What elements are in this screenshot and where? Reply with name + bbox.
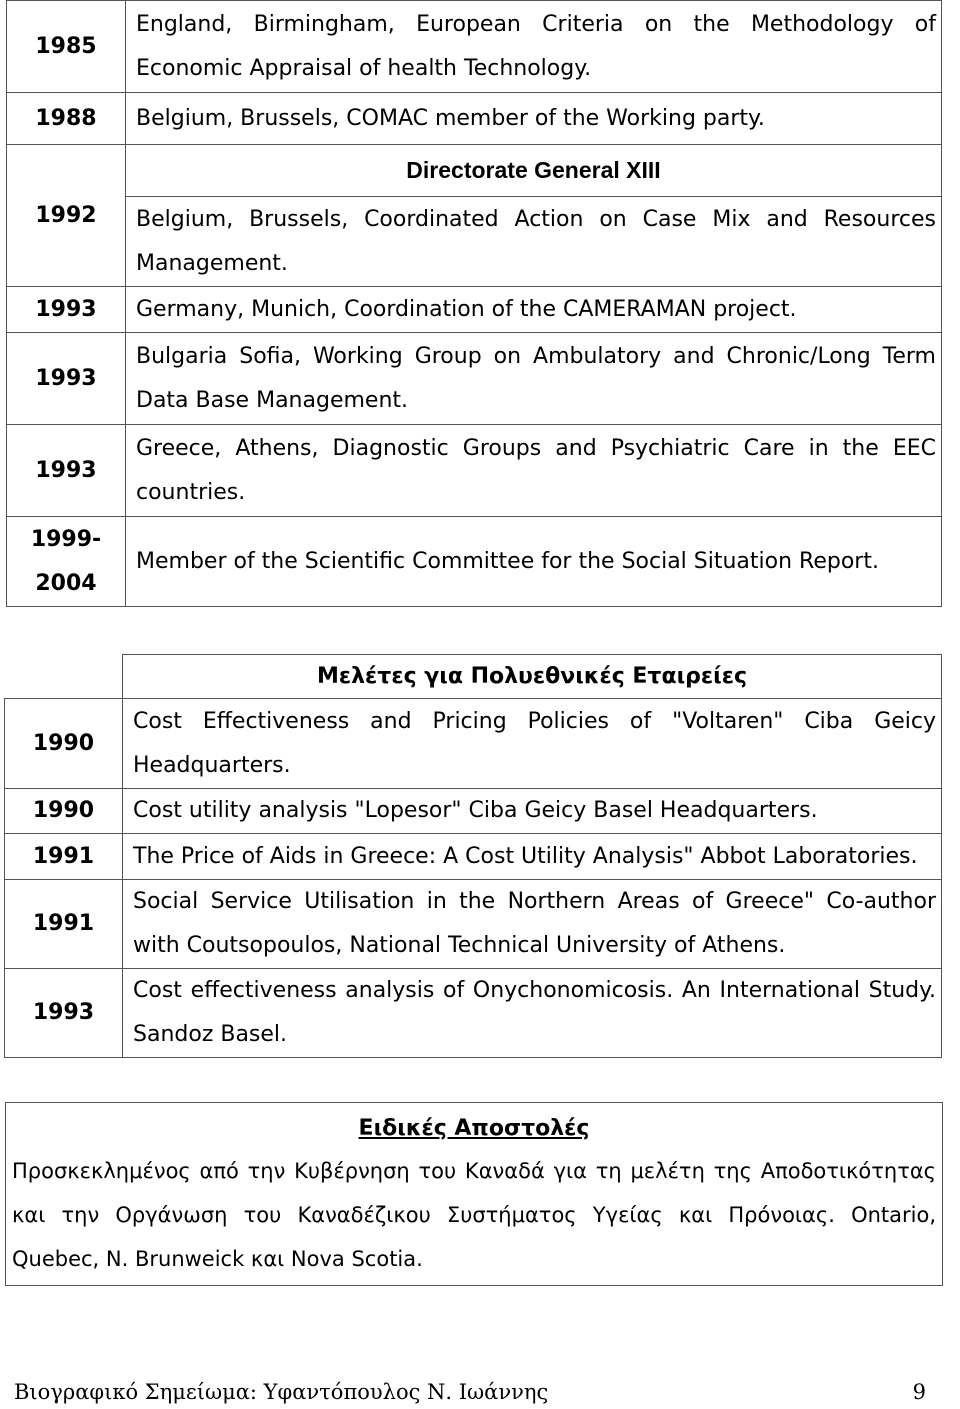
international-activities-table: [6, 0, 942, 607]
table-row: [5, 789, 942, 834]
activity-cell: Member of the Scientific Committee for the Social Situation Report.: [126, 517, 942, 607]
year-cell: 1985: [7, 1, 126, 93]
study-cell: Cost utility analysis "Lopesor" Ciba Geicy Basel Headquarters.: [123, 789, 942, 834]
table-row: [7, 93, 942, 145]
year-cell: 1993: [5, 969, 123, 1058]
table-row: [5, 969, 942, 1058]
year-cell: 1990: [5, 789, 123, 834]
table-row: [7, 517, 942, 607]
table-row: [5, 834, 942, 880]
study-cell: The Price of Aids in Greece: A Cost Utility Analysis" Abbot Laboratories.: [123, 834, 942, 880]
activity-cell: Germany, Munich, Coordination of the CAMERAMAN project.: [126, 287, 942, 333]
year-cell: 1990: [5, 699, 123, 789]
page-footer: [14, 1380, 926, 1408]
studies-title: Μελέτες για Πολυεθνικές Εταιρείες: [123, 655, 942, 699]
activity-cell: Belgium, Brussels, Coordinated Action on Case Mix and Resources Management.: [126, 197, 942, 287]
table-row: [5, 880, 942, 969]
year-cell: 1988: [7, 93, 126, 145]
activity-cell: Bulgaria Sofia, Working Group on Ambulatory and Chronic/Long Term Data Base Management.: [126, 333, 942, 425]
study-cell: Cost Effectiveness and Pricing Policies of "Voltaren" Ciba Geicy Headquarters.: [123, 699, 942, 789]
special-missions-box: [5, 1102, 943, 1286]
activity-cell: Greece, Athens, Diagnostic Groups and Psychiatric Care in the EEC countries.: [126, 425, 942, 517]
table-row: [7, 333, 942, 425]
year-cell: 1993: [7, 425, 126, 517]
special-missions-title: Ειδικές Αποστολές: [358, 1116, 590, 1141]
empty-cell: [5, 655, 123, 699]
year-start: 1999-: [30, 526, 102, 552]
year-cell: 1993: [7, 287, 126, 333]
table-row: [7, 197, 942, 287]
table-row: [7, 287, 942, 333]
section-subheading: Directorate General XIII: [126, 145, 942, 197]
year-cell: 1993: [7, 333, 126, 425]
table-row: [7, 1, 942, 93]
study-cell: Social Service Utilisation in the Northern Areas of Greece" Co-author with Coutsopoulos, National Technical University of Athens.: [123, 880, 942, 969]
year-cell: 1992: [7, 145, 126, 287]
activity-cell: Belgium, Brussels, COMAC member of the Working party.: [126, 93, 942, 145]
study-cell: Cost effectiveness analysis of Onychonomicosis. An International Study. Sandoz Basel.: [123, 969, 942, 1058]
table-row: [7, 425, 942, 517]
table-row: [5, 699, 942, 789]
studies-table: [4, 654, 942, 1058]
page-number: 9: [912, 1380, 926, 1404]
year-cell: 1991: [5, 834, 123, 880]
activity-cell: England, Birmingham, European Criteria on the Methodology of Economic Appraisal of health Technology.: [126, 1, 942, 93]
footer-title: Βιογραφικό Σημείωμα: Υφαντόπουλος Ν. Ιωάννης: [14, 1380, 549, 1404]
special-missions-text: Προσκεκλημένος από την Κυβέρνηση του Καναδά για τη μελέτη της Αποδοτικότητας και την Οργάνωση του Καναδέζικου Συστήματος Υγείας και Πρόνοιας. Ontario, Quebec, N. Brunweick και Nova Scotia.: [12, 1159, 936, 1271]
year-cell: [7, 517, 126, 607]
table-row: [5, 655, 942, 699]
year-cell: 1991: [5, 880, 123, 969]
table-row: [7, 145, 942, 197]
year-end: 2004: [35, 570, 97, 596]
